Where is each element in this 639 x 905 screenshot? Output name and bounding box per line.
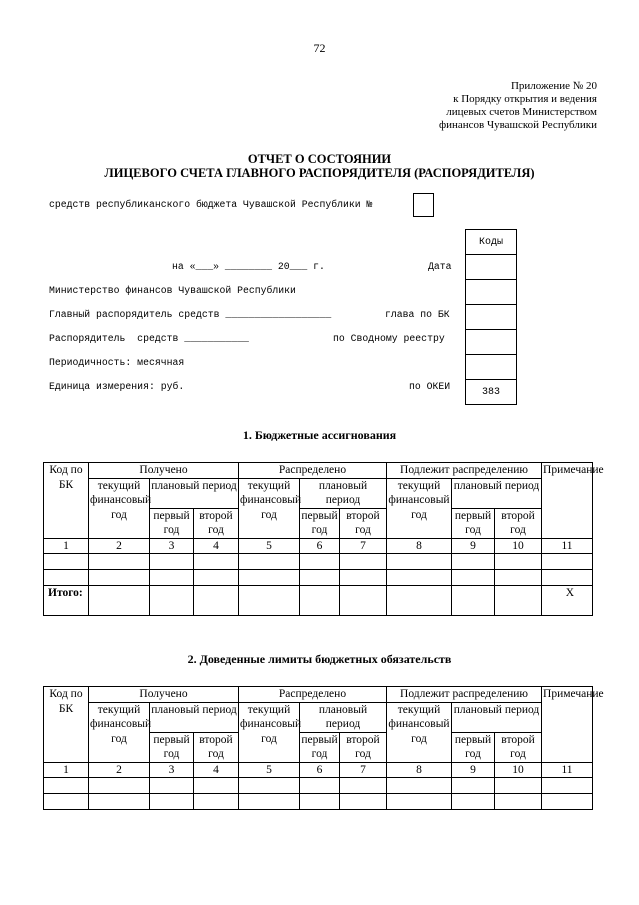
col-second-year: второй год [194, 732, 239, 762]
codes-table [465, 229, 517, 405]
total-note-mark: X [542, 586, 593, 616]
col-current-year: текущий финансовый год [387, 478, 452, 538]
report-title-line-2: ЛИЦЕВОГО СЧЕТА ГЛАВНОГО РАСПОРЯДИТЕЛЯ (РАСПОРЯДИТЕЛЯ) [104, 166, 535, 180]
col-number: 1 [44, 538, 89, 554]
col-note-header: Примечание [542, 463, 593, 539]
col-number: 5 [239, 538, 300, 554]
date-line: на «___» ________ 20___ г. [172, 261, 325, 272]
page-number: 72 [313, 41, 326, 55]
code-periodicity[interactable] [466, 355, 517, 380]
col-current-year: текущий финансовый год [239, 702, 300, 762]
col-plan-period: плановый период [150, 702, 239, 732]
col-second-year: второй год [194, 508, 239, 538]
chapter-label: глава по БК [385, 309, 450, 320]
col-distributed-header: Распределено [239, 687, 387, 703]
col-number: 11 [542, 538, 593, 554]
col-number: 9 [452, 538, 495, 554]
appendix-line: лицевых счетов Министерством [446, 106, 597, 118]
col-number: 6 [300, 538, 340, 554]
appropriations-table [43, 462, 604, 616]
appendix-note [297, 80, 597, 132]
col-current-year: текущий финансовый год [387, 702, 452, 762]
col-number: 2 [89, 762, 150, 778]
code-ministry[interactable] [466, 280, 517, 305]
col-to-distribute-header: Подлежит распределению [387, 687, 542, 703]
col-current-year: текущий финансовый год [89, 702, 150, 762]
unit-of-measure: Единица измерения: руб. [49, 381, 185, 392]
total-row[interactable] [44, 586, 593, 616]
col-number: 8 [387, 538, 452, 554]
col-second-year: второй год [340, 508, 387, 538]
col-distributed-header: Распределено [239, 463, 387, 479]
col-number: 5 [239, 762, 300, 778]
col-plan-period: плановый период [150, 478, 239, 508]
table-row[interactable] [44, 570, 593, 586]
col-number: 11 [542, 762, 593, 778]
report-title-line-1: ОТЧЕТ О СОСТОЯНИИ [247, 152, 392, 166]
col-first-year: первый год [150, 732, 194, 762]
col-plan-period: плановый период [452, 478, 542, 508]
code-chapter[interactable] [466, 305, 517, 330]
ministry-name: Министерство финансов Чувашской Республики [49, 285, 296, 296]
col-number: 7 [340, 762, 387, 778]
col-current-year: текущий финансовый год [89, 478, 150, 538]
okei-label: по ОКЕИ [409, 381, 451, 392]
col-second-year: второй год [495, 732, 542, 762]
appendix-line: Приложение № 20 [510, 80, 597, 92]
col-kod-header: Код по БК [44, 687, 89, 763]
table-row[interactable] [44, 794, 593, 810]
table-row[interactable] [44, 778, 593, 794]
main-manager-line: Главный распорядитель средств __________________ [49, 309, 332, 320]
col-to-distribute-header: Подлежит распределению [387, 463, 542, 479]
budget-subtitle: средств республиканского бюджета Чувашской Республики № [49, 199, 373, 210]
account-number-box[interactable] [413, 193, 434, 217]
col-plan-period: плановый период [452, 702, 542, 732]
codes-header: Коды [466, 230, 517, 255]
section-1-title: 1. Бюджетные ассигнования [242, 428, 397, 442]
col-number: 3 [150, 538, 194, 554]
section-2-title: 2. Доведенные лимиты бюджетных обязательств [187, 652, 452, 666]
col-number: 10 [495, 538, 542, 554]
col-second-year: второй год [340, 732, 387, 762]
col-number: 7 [340, 538, 387, 554]
code-date[interactable] [466, 255, 517, 280]
registry-label: по Сводному реестру [333, 333, 445, 344]
col-number: 1 [44, 762, 89, 778]
col-current-year: текущий финансовый год [239, 478, 300, 538]
appendix-line: к Порядку открытия и ведения [453, 93, 597, 105]
col-first-year: первый год [452, 508, 495, 538]
col-number: 2 [89, 538, 150, 554]
code-registry[interactable] [466, 330, 517, 355]
code-okei: 383 [466, 380, 517, 405]
col-kod-header: Код по БК [44, 463, 89, 539]
col-received-header: Получено [89, 463, 239, 479]
col-plan-period: плановый период [300, 702, 387, 732]
col-number: 10 [495, 762, 542, 778]
col-number: 4 [194, 762, 239, 778]
col-received-header: Получено [89, 687, 239, 703]
col-note-header: Примечание [542, 687, 593, 763]
col-number: 4 [194, 538, 239, 554]
col-number: 8 [387, 762, 452, 778]
manager-line: Распорядитель средств ___________ [49, 333, 249, 344]
col-first-year: первый год [301, 733, 338, 760]
col-first-year: первый год [301, 509, 338, 536]
periodicity: Периодичность: месячная [49, 357, 185, 368]
limits-table [43, 686, 604, 810]
date-label: Дата [428, 261, 452, 272]
table-row[interactable] [44, 554, 593, 570]
col-number: 9 [452, 762, 495, 778]
total-label: Итого: [44, 586, 89, 616]
col-first-year: первый год [150, 508, 194, 538]
col-first-year: первый год [452, 732, 495, 762]
col-plan-period: плановый период [300, 478, 387, 508]
col-number: 6 [300, 762, 340, 778]
appendix-line: финансов Чувашской Республики [438, 119, 597, 131]
report-title [0, 152, 639, 180]
col-number: 3 [150, 762, 194, 778]
col-second-year: второй год [495, 508, 542, 538]
